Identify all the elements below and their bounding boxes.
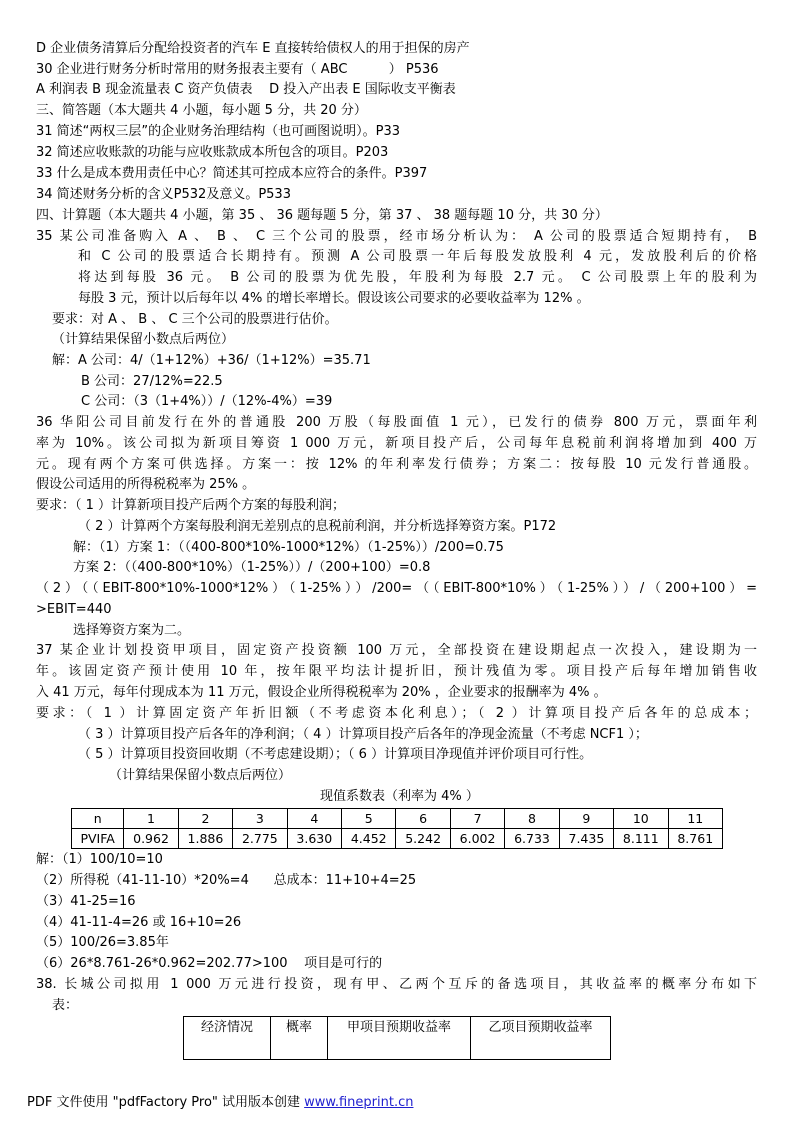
table-cell: 10 <box>614 809 668 829</box>
section-heading: 四、计算题（本大题共 4 小题，第 35 、 36 题每题 5 分，第 37 、 38 题每题 10 分，共 30 分） <box>36 208 608 223</box>
solution-line: B 公司：27/12%=22.5 <box>81 374 223 389</box>
table-cell: 3 <box>233 809 287 829</box>
table-cell: 11 <box>668 809 722 829</box>
text-line: 30 企业进行财务分析时常用的财务报表主要有（ ABC ） P536 <box>36 62 439 77</box>
table-cell: 1.886 <box>178 829 232 849</box>
text-line: 要求：（ 1 ）计算新项目投产后两个方案的每股利润； <box>36 498 346 513</box>
table-cell: 1 <box>124 809 178 829</box>
table-cell: 0.962 <box>124 829 178 849</box>
text-line: （ 2 ）计算两个方案每股利润无差别点的息税前利润，并分析选择筹资方案。P172 <box>78 519 557 534</box>
table-cell: 甲项目预期收益率 <box>328 1017 471 1060</box>
table-header-row <box>72 809 723 829</box>
text-line: 入 41 万元，每年付现成本为 11 万元，假设企业所得税税率为 20% ，企业要求的报酬率为 4% 。 <box>36 685 607 700</box>
solution-line: （2）所得税（41-11-10）*20%=4 总成本：11+10+4=25 <box>36 873 417 888</box>
section-heading: 三、简答题（本大题共 4 小题，每小题 5 分，共 20 分） <box>36 103 367 118</box>
solution-line: （5）100/26=3.85年 <box>36 935 169 950</box>
text-line: 每股 3 元，预计以后每年以 4% 的增长率增长。假设该公司要求的必要收益率为 12% 。 <box>78 291 590 306</box>
table-row <box>72 829 723 849</box>
table-cell: 乙项目预期收益率 <box>471 1017 611 1060</box>
table-cell: 5 <box>342 809 396 829</box>
solution-line: （2）（（EBIT-800*10%-1000*12%）（1-25%））/200=（（EBIT-800*10%）（1-25%））/（200+100）= <box>36 581 757 596</box>
table-cell: 4 <box>287 809 341 829</box>
text-line: D 企业债务清算后分配给投资者的汽车 E 直接转给债权人的用于担保的房产 <box>36 41 470 56</box>
text-line: 假设公司适用的所得税税率为 25% 。 <box>36 477 256 492</box>
text-line: 31 简述“两权三层”的企业财务治理结构（也可画图说明）。P33 <box>36 124 401 139</box>
text-line: 将达到每股 36 元。 B 公司的股票为优先股，年股利为每股 2.7 元。 C 公司股票上年的股利为 <box>78 270 757 285</box>
solution-line: >EBIT=440 <box>36 602 112 617</box>
table-cell: 7 <box>450 809 504 829</box>
solution-line: 方案 2：（（400-800*10%）（1-25%））/（200+100）=0.8 <box>73 560 431 575</box>
table-cell: 2 <box>178 809 232 829</box>
table-cell: 概率 <box>271 1017 328 1060</box>
text-line: （计算结果保留小数点后两位） <box>52 332 235 347</box>
solution-line: （4）41-11-4=26 或 16+10=26 <box>36 915 242 930</box>
text-line: 36 华阳公司目前发行在外的普通股 200 万股（每股面值 1 元），已发行的债券 800 万元，票面年利 <box>36 415 757 430</box>
footer-link[interactable]: www.fineprint.cn <box>304 1095 414 1110</box>
text-line: A 利润表 B 现金流量表 C 资产负债表 D 投入产出表 E 国际收支平衡表 <box>36 82 456 97</box>
text-line: 37 某企业计划投资甲项目，固定资产投资额 100 万元，全部投资在建设期起点一次投入，建设期为一 <box>36 643 757 658</box>
pdf-footer <box>27 1095 413 1111</box>
text-line: （计算结果保留小数点后两位） <box>109 768 292 783</box>
table-cell: 9 <box>559 809 613 829</box>
text-line: 年。该固定资产预计使用 10 年，按年限平均法计提折旧，预计残值为零。项目投产后每年增加销售收 <box>36 664 757 679</box>
table-cell: 7.435 <box>559 829 613 849</box>
table-caption: 现值系数表（利率为 4% ） <box>320 789 479 804</box>
table-cell: PVIFA <box>72 829 124 849</box>
text-line: 32 简述应收账款的功能与应收账款成本所包含的项目。P203 <box>36 145 389 160</box>
solution-line: 解：（1）方案 1：（（400-800*10%-1000*12%）（1-25%））/200=0.75 <box>73 540 504 555</box>
table-cell: 4.452 <box>342 829 396 849</box>
text-line: 34 简述财务分析的含义P532及意义。P533 <box>36 187 291 202</box>
text-line: 和 C 公司的股票适合长期持有。预测 A 公司股票一年后每股发放股利 4 元，发放股利后的价格 <box>78 249 757 264</box>
table-cell: 5.242 <box>396 829 450 849</box>
text-line: 38. 长城公司拟用 1 000 万元进行投资，现有甲、乙两个互斥的备选项目，其收益率的概率分布如下 <box>36 977 757 992</box>
text-line: （ 3 ）计算项目投产后各年的净利润；（ 4 ）计算项目投产后各年的净现金流量（不考虑 NCF1 ）； <box>78 727 648 742</box>
text-line: 表： <box>52 998 79 1013</box>
table-cell: 6.733 <box>505 829 559 849</box>
text-line: 率为 10%。该公司拟为新项目筹资 1 000 万元，新项目投产后，公司每年息税前利润将增加到 400 万 <box>36 436 757 451</box>
probability-table <box>183 1016 611 1060</box>
text-line: 要求：对 A 、 B 、 C 三个公司的股票进行估价。 <box>52 312 338 327</box>
solution-line: （6）26*8.761-26*0.962=202.77>100 项目是可行的 <box>36 956 383 971</box>
table-cell: 8.761 <box>668 829 722 849</box>
table-cell: 6.002 <box>450 829 504 849</box>
table-cell: 6 <box>396 809 450 829</box>
solution-line: 解：A 公司：4/（1+12%）+36/（1+12%）=35.71 <box>52 353 371 368</box>
text-line: 要求：（ 1 ）计算固定资产年折旧额（不考虑资本化利息）；（ 2 ）计算项目投产后各年的总成本； <box>36 706 757 721</box>
table-cell: n <box>72 809 124 829</box>
solution-line: 选择筹资方案为二。 <box>73 623 191 638</box>
pv-factor-table <box>71 808 723 849</box>
solution-line: 解：（1）100/10=10 <box>36 852 163 867</box>
table-cell: 3.630 <box>287 829 341 849</box>
solution-line: （3）41-25=16 <box>36 894 136 909</box>
table-cell: 经济情况 <box>184 1017 271 1060</box>
solution-line: C 公司：（3（1+4%））/（12%-4%）=39 <box>81 394 333 409</box>
text-line: 35 某公司准备购入 A 、 B 、 C 三个公司的股票，经市场分析认为： A 公司的股票适合短期持有， B <box>36 229 757 244</box>
text-line: 33 什么是成本费用责任中心？简述其可控成本应符合的条件。P397 <box>36 166 428 181</box>
table-cell: 8 <box>505 809 559 829</box>
text-line: （ 5 ）计算项目投资回收期（不考虑建设期）；（ 6 ）计算项目净现值并评价项目可行性。 <box>78 747 593 762</box>
text-line: 元。现有两个方案可供选择。方案一：按 12% 的年利率发行债券；方案二：按每股 10 元发行普通股。 <box>36 457 757 472</box>
table-cell: 2.775 <box>233 829 287 849</box>
table-cell: 8.111 <box>614 829 668 849</box>
footer-text: PDF 文件使用 "pdfFactory Pro" 试用版本创建 <box>27 1095 305 1110</box>
table-header-row <box>184 1017 611 1060</box>
